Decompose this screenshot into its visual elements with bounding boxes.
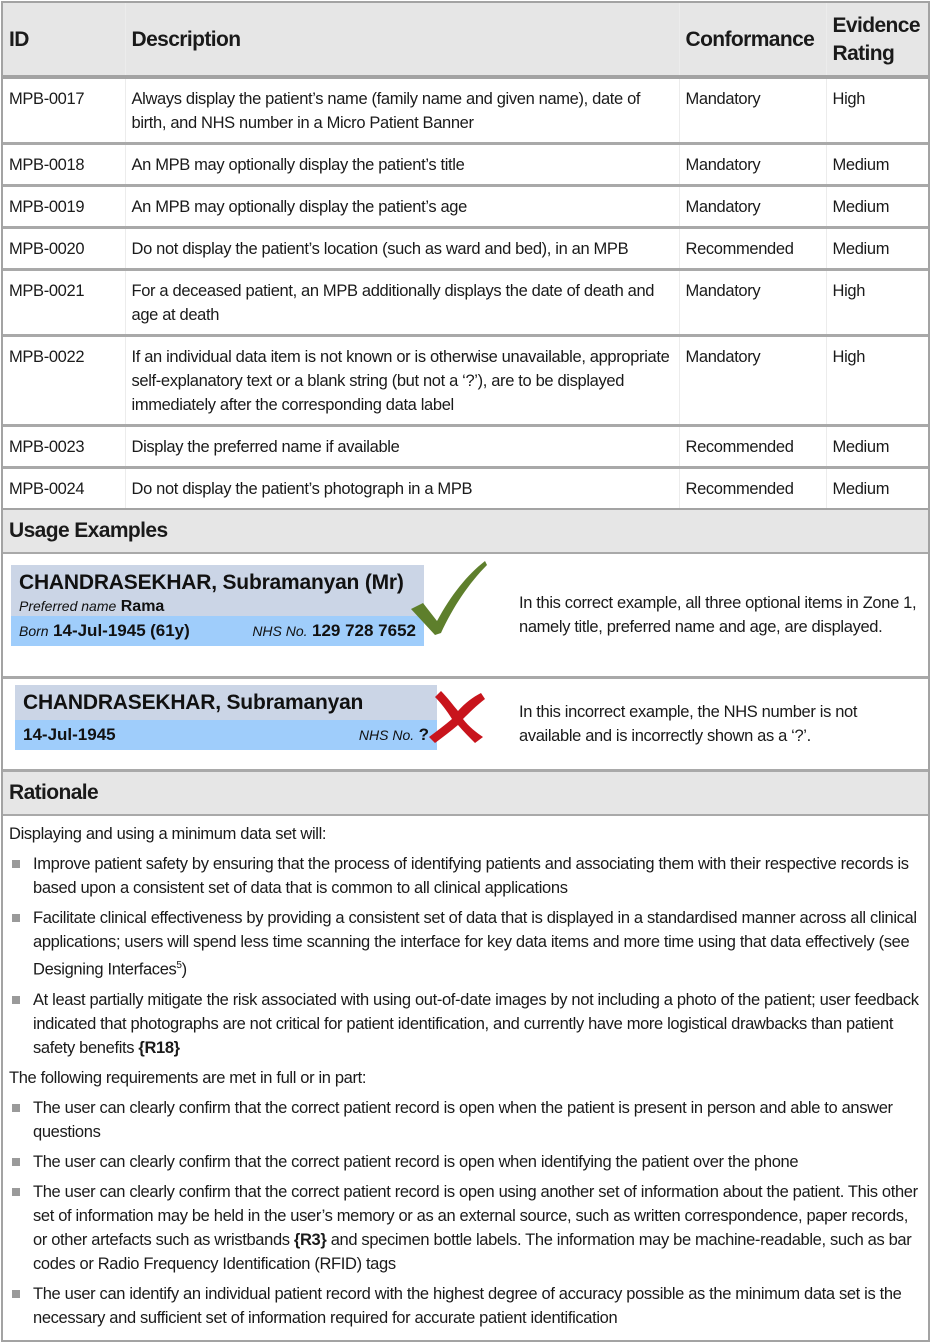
requirement-description: Do not display the patient’s location (such as ward and bed), in an MPB (125, 228, 679, 270)
requirement-conformance: Recommended (679, 228, 826, 270)
nhs-value: ? (418, 725, 429, 744)
header-conformance: Conformance (679, 3, 826, 77)
banner-zone-top (11, 565, 424, 616)
requirement-description: If an individual data item is not known or is otherwise unavailable, appropriate self-explanatory text or a blank string (but not a ‘?’), are to be displayed immediately after the corresponding data label (125, 336, 679, 426)
list-item-text: The user can clearly confirm that the correct patient record is open when identifying the patient over the phone (33, 1152, 799, 1171)
table-row (3, 426, 928, 468)
table-header-row (3, 3, 928, 77)
requirement-conformance: Mandatory (679, 144, 826, 186)
list-item (9, 1150, 922, 1174)
requirement-evidence-rating: Medium (832, 438, 890, 456)
table-row (3, 186, 928, 228)
square-bullet-icon (12, 1290, 20, 1298)
requirements-intro: The following requirements are met in full or in part: (9, 1068, 367, 1087)
square-bullet-icon (12, 996, 20, 1004)
square-bullet-icon (12, 914, 20, 922)
requirement-conformance: Mandatory (679, 336, 826, 426)
rationale-body (3, 816, 928, 1340)
requirement-description: An MPB may optionally display the patient’s age (125, 186, 679, 228)
requirement-description: Always display the patient’s name (family name and given name), date of birth, and NHS number in a Micro Patient Banner (125, 77, 679, 144)
requirement-evidence-rating: Medium (832, 198, 890, 216)
preferred-name-label: Preferred name (19, 598, 117, 614)
preferred-name-value: Rama (120, 598, 165, 615)
requirement-description: For a deceased patient, an MPB additionally displays the date of death and age at death (125, 270, 679, 336)
square-bullet-icon (12, 1158, 20, 1166)
banner-zone-top (15, 685, 437, 720)
rationale-intro: Displaying and using a minimum data set will: (9, 825, 327, 843)
list-item (9, 906, 922, 982)
incorrect-example-visual (3, 679, 513, 769)
born-value: 14-Jul-1945 (53, 621, 146, 640)
reference-code: {R3} (293, 1230, 327, 1249)
requirement-conformance: Mandatory (679, 186, 826, 228)
requirement-evidence-rating: Medium (832, 240, 890, 258)
requirement-id: MPB-0020 (3, 228, 125, 270)
list-item-text: The user can clearly confirm that the correct patient record is open using another set of information about the patient. This other set of information may be held in the user’s memory or as an external source, such as written correspondence, paper records, or other artefacts such as wristbands (33, 1182, 918, 1249)
list-item-text-continued: ) (181, 960, 187, 979)
requirement-id: MPB-0021 (3, 270, 125, 336)
born-label: Born (19, 623, 49, 639)
square-bullet-icon (12, 860, 20, 868)
cross-icon (427, 687, 487, 747)
footnote-ref: 5 (176, 960, 182, 971)
age-value: (61y) (150, 621, 190, 640)
requirement-id: MPB-0017 (3, 77, 125, 144)
nhs-info (252, 621, 416, 641)
rationale-heading: Rationale (3, 772, 928, 816)
banner-zone-bottom (11, 616, 424, 646)
correct-example (3, 554, 928, 679)
patient-name: CHANDRASEKHAR, Subramanyan (Mr) (19, 571, 404, 594)
requirement-id: MPB-0022 (3, 336, 125, 426)
reference-code: {R18} (138, 1038, 180, 1057)
list-item-text-continued: and specimen bottle labels. The information may be machine-readable, such as bar codes or Radio Frequency Identification (RFID) tags (33, 1230, 912, 1273)
requirements-document (1, 1, 930, 1342)
list-item (9, 852, 922, 900)
square-bullet-icon (12, 1188, 20, 1196)
nhs-info (359, 725, 429, 745)
list-item-text: Facilitate clinical effectiveness by providing a consistent set of data that is displayed in a standardised manner across all clinical applications; users will spend less time scanning the interface for key data items and more time using that data effectively (see Designing Interfaces (33, 909, 917, 979)
incorrect-example-caption: In this incorrect example, the NHS number is not available and is incorrectly shown as a ‘?’. (519, 703, 858, 745)
table-row (3, 77, 928, 144)
usage-examples-heading: Usage Examples (3, 510, 928, 554)
requirement-id: MPB-0019 (3, 186, 125, 228)
table-row (3, 144, 928, 186)
micro-patient-banner-correct (11, 565, 424, 646)
requirement-evidence-rating: Medium (832, 156, 890, 174)
patient-name: CHANDRASEKHAR, Subramanyan (23, 691, 364, 714)
requirement-description: An MPB may optionally display the patient’s title (125, 144, 679, 186)
list-item-text: At least partially mitigate the risk associated with using out-of-date images by not including a photo of the patient; user feedback indicated that photographs are not critical for patient identification, and currently have more logistical drawbacks than patient safety benefits (33, 990, 919, 1057)
micro-patient-banner-incorrect (15, 685, 437, 750)
preferred-name (19, 598, 416, 616)
born-value: 14-Jul-1945 (23, 725, 116, 744)
list-item-text: Improve patient safety by ensuring that the process of identifying patients and associating them with their respective records is based upon a consistent set of data that is common to all clinical applications (33, 855, 909, 897)
header-evidence-rating: Evidence Rating (826, 3, 928, 77)
requirements-list (9, 1096, 922, 1330)
requirement-evidence-rating: High (832, 282, 866, 300)
requirement-id: MPB-0024 (3, 468, 125, 510)
requirement-id: MPB-0023 (3, 426, 125, 468)
incorrect-example (3, 679, 928, 772)
birth-info (19, 621, 190, 641)
requirement-conformance: Mandatory (679, 270, 826, 336)
list-item (9, 1282, 922, 1330)
requirement-conformance: Recommended (679, 426, 826, 468)
requirement-conformance: Recommended (679, 468, 826, 510)
requirements-table-body (3, 77, 928, 509)
header-description: Description (125, 3, 679, 77)
requirement-evidence-rating: High (832, 348, 866, 366)
requirement-conformance: Mandatory (679, 77, 826, 144)
list-item-text: The user can clearly confirm that the correct patient record is open when the patient is present in person and able to answer questions (33, 1098, 893, 1141)
requirement-evidence-rating: High (832, 90, 866, 108)
banner-zone-bottom (15, 720, 437, 750)
check-icon (409, 559, 489, 639)
correct-example-caption: In this correct example, all three optional items in Zone 1, namely title, preferred name and age, are displayed. (519, 594, 917, 636)
requirements-table (3, 3, 928, 510)
benefits-list (9, 852, 922, 1060)
requirement-description: Display the preferred name if available (125, 426, 679, 468)
table-row (3, 336, 928, 426)
nhs-label: NHS No. (358, 727, 415, 743)
requirement-id: MPB-0018 (3, 144, 125, 186)
square-bullet-icon (12, 1104, 20, 1112)
nhs-value: 129 728 7652 (312, 621, 416, 640)
table-row (3, 270, 928, 336)
requirement-description: Do not display the patient’s photograph in a MPB (125, 468, 679, 510)
list-item (9, 988, 922, 1060)
list-item-text: The user can identify an individual patient record with the highest degree of accuracy possible as the minimum data set is the necessary and sufficient set of information required for accurate patient identification (33, 1284, 902, 1327)
table-row (3, 468, 928, 510)
list-item (9, 1180, 922, 1276)
table-row (3, 228, 928, 270)
header-id: ID (3, 3, 125, 77)
nhs-label: NHS No. (252, 623, 308, 639)
list-item (9, 1096, 922, 1144)
correct-example-visual (3, 554, 513, 676)
requirement-evidence-rating: Medium (832, 480, 890, 498)
